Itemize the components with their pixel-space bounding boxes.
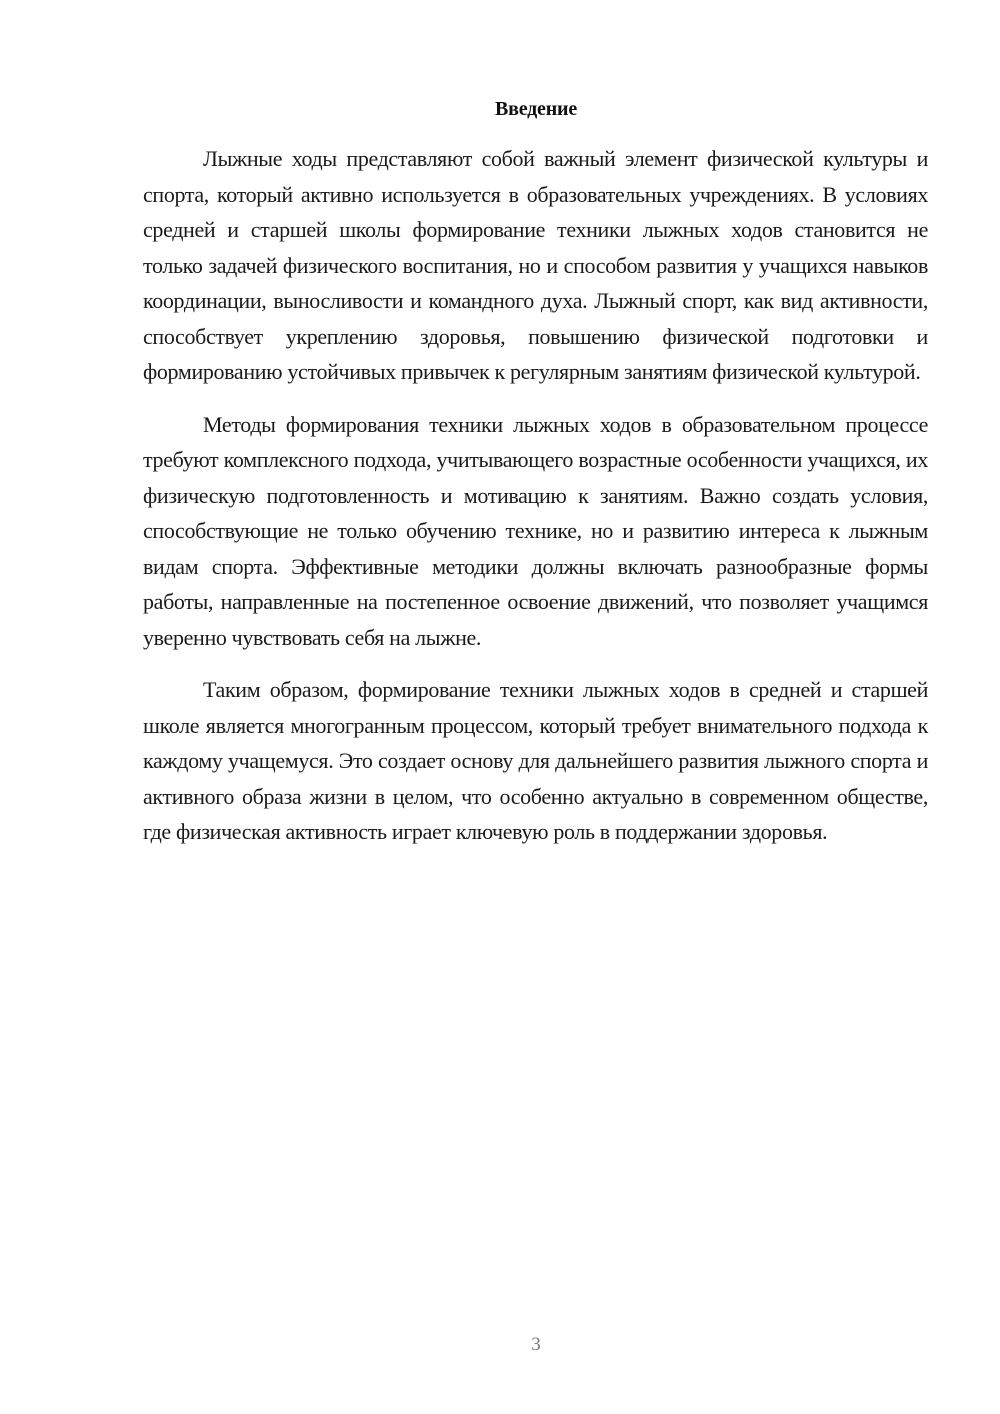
section-heading: Введение (494, 98, 578, 120)
body-text (143, 141, 928, 850)
page-number: 3 (531, 1334, 541, 1355)
paragraph-methods: Методы формирования техники лыжных ходов в образовательном процессе требуют комплексного подхода, учитывающего возрастные особенности учащихся, их физическую подготовленность и мотивацию к занятиям. Важно создать условия, способствующие не только обучению технике, но и развитию интереса к лыжным видам спорта. Эффективные методики должны включать разнообразные формы работы, направленные на постепенное освоение движений, что позволяет учащимся уверенно чувствовать себя на лыжне. (143, 411, 928, 650)
paragraph-conclusion: Таким образом, формирование техники лыжных ходов в средней и старшей школе является многогранным процессом, который требует внимательного подхода к каждому учащемуся. Это создает основу для дальнейшего развития лыжного спорта и активного образа жизни в целом, что особенно актуально в современном обществе, где физическая активность играет ключевую роль в поддержании здоровья. (143, 677, 928, 844)
paragraph-intro: Лыжные ходы представляют собой важный элемент физической культуры и спорта, который активно используется в образовательных учреждениях. В условиях средней и старшей школы формирование техники лыжных ходов становится не только задачей физического воспитания, но и способом развития у учащихся навыков координации, выносливости и командного духа. Лыжный спорт, как вид активности, способствует укреплению здоровья, повышению физической подготовки и формированию устойчивых привычек к регулярным занятиям физической культурой. (143, 146, 928, 384)
